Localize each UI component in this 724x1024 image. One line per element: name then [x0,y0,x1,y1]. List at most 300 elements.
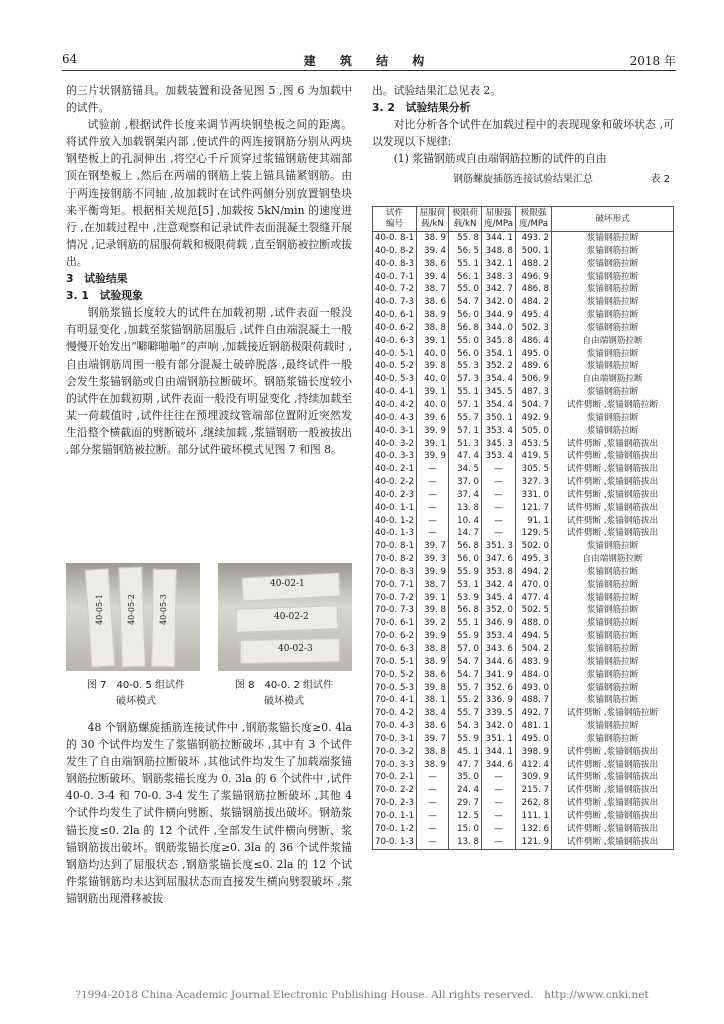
value-cell: 38. 6 [417,296,449,309]
paragraph: 钢筋浆锚长度较大的试件在加载初期 ,试件表面一般没有明显变化 ,加载至浆锚钢筋屈服后 ,试件自由端混凝土一般慢慢开始发出“噼噼啪啪”的声响 ,加载接近钢筋极限荷载时 ,自由端钢筋周围一般有部分混凝土破碎脱落 ,最终试件一般会发生浆锚钢筋或自由端钢筋拉断破坏。钢筋浆锚长度较小的试件在加载初期 ,试件表面一般没有明显变化 ,持续加载至某一荷载值时 ,试件往往在预埋波纹管端部位置附近突然发生沿整个横截面的劈断破坏 ,继续加载 ,浆锚钢筋一般被拔出 ,部分浆锚钢筋被拉断。部分试件破坏模式见图 7 和图 8。 [66,306,352,456]
value-cell: 39. 3 [417,553,449,566]
specimen-id-cell: 40-0. 7-2 [373,283,417,296]
value-cell: 57. 3 [449,373,482,386]
value-cell: 354. 1 [482,348,516,361]
value-cell: 55. 7 [449,707,482,720]
table-row [373,527,674,540]
value-cell: 38. 6 [417,669,449,682]
value-cell: 344. 0 [482,322,516,335]
value-cell: 39. 4 [417,245,449,258]
failure-mode-cell: 浆锚钢筋拉断 [552,412,674,425]
failure-mode-cell: 自由端钢筋拉断 [552,373,674,386]
value-cell: 344. 1 [482,232,516,245]
value-cell: 352. 6 [482,682,516,695]
failure-mode-cell: 试件劈断 ,浆锚钢筋拔出 [552,771,674,784]
value-cell: 56. 0 [449,309,482,322]
table-row [373,373,674,386]
figure-7-caption: 图 7 40-0. 5 组试件 破坏模式 [86,680,186,707]
specimen-label: 40-02-1 [270,579,305,589]
paragraph: 出。试验结果汇总见表 2。 [372,84,502,97]
value-cell: 39. 2 [417,617,449,630]
value-cell: 55. 8 [449,232,482,245]
table-row [373,553,674,566]
value-cell: 309. 9 [516,771,552,784]
failure-mode-cell: 试件劈断 ,浆锚钢筋拔出 [552,515,674,528]
failure-mode-cell: 浆锚钢筋拉断 [552,245,674,258]
value-cell: 350. 1 [482,412,516,425]
table-row [373,823,674,836]
table-row [373,438,674,451]
failure-mode-cell: 浆锚钢筋拉断 [552,309,674,322]
specimen-id-cell: 70-0. 7-2 [373,592,417,605]
page-number: 64 [62,52,78,66]
value-cell: 54. 3 [449,720,482,733]
table-header: 屈服荷 载/kN [417,207,449,232]
left-column [66,82,352,458]
table-row [373,733,674,746]
value-cell: 493. 2 [516,232,552,245]
value-cell: 484. 2 [516,296,552,309]
value-cell: 56. 0 [449,553,482,566]
value-cell: 506. 9 [516,373,552,386]
value-cell: 38. 9 [417,656,449,669]
failure-mode-cell: 浆锚钢筋拉断 [552,566,674,579]
paragraph: 48 个钢筋螺旋插筋连接试件中 ,钢筋浆锚长度≥0. 4la 的 30 个试件均发生了浆锚钢筋拉断破坏 ,其中有 3 个试件发生了自由端钢筋拉断破坏 ,其他试件均发生了加载端浆锚钢筋拉断破坏。钢筋浆锚长度为 0. 3la 的 6 个试件中 ,试件 40-0. 3-4 和 70-0. 3-4 发生了浆锚钢筋拉断破坏 ,其他 4 个试件均发生了试件横向劈断、浆锚钢筋拔出破坏。钢筋浆锚长度≤0. 2la 的 12 个试件 ,全部发生试件横向劈断、浆锚钢筋拔出破坏。钢筋浆锚长度≥0. 3la 的 36 个试件浆锚钢筋均达到了屈服状态 ,钢筋浆锚长度≤0. 2la 的 12 个试件浆锚钢筋均未达到屈服状态而直接发生横向劈裂破坏 ,浆锚钢筋出现滑移被拔 [66,721,352,905]
specimen-id-cell: 70-0. 5-3 [373,682,417,695]
value-cell: 55. 1 [449,617,482,630]
value-cell: 327. 3 [516,476,552,489]
value-cell: — [482,810,516,823]
table-row [373,784,674,797]
value-cell: 39. 8 [417,604,449,617]
value-cell: 56. 8 [449,322,482,335]
value-cell: 91. 1 [516,515,552,528]
value-cell: 37. 0 [449,476,482,489]
value-cell: 38. 9 [417,232,449,245]
value-cell: 345. 4 [482,592,516,605]
specimen-id-cell: 40-0. 1-1 [373,502,417,515]
specimen-id-cell: 40-0. 2-1 [373,463,417,476]
failure-mode-cell: 试件劈断 ,浆锚钢筋拔出 [552,746,674,759]
specimen-id-cell: 40-0. 8-3 [373,258,417,271]
value-cell: 55. 0 [449,335,482,348]
value-cell: — [417,515,449,528]
specimen-id-cell: 70-0. 6-2 [373,630,417,643]
value-cell: 39. 8 [417,360,449,373]
value-cell: 38. 6 [417,720,449,733]
value-cell: 37. 4 [449,489,482,502]
specimen-id-cell: 40-0. 1-3 [373,527,417,540]
table-row [373,283,674,296]
value-cell: 495. 0 [516,348,552,361]
value-cell: 412. 4 [516,759,552,772]
value-cell: 262. 8 [516,797,552,810]
failure-mode-cell: 浆锚钢筋拉断 [552,579,674,592]
value-cell: 39. 9 [417,630,449,643]
failure-mode-cell: 浆锚钢筋拉断 [552,348,674,361]
specimen-id-cell: 40-0. 8-1 [373,232,417,245]
value-cell: 39. 7 [417,733,449,746]
value-cell: 346. 9 [482,617,516,630]
value-cell: 132. 6 [516,823,552,836]
specimen-id-cell: 40-0. 6-2 [373,322,417,335]
specimen-id-cell: 70-0. 8-1 [373,540,417,553]
value-cell: 13. 8 [449,502,482,515]
value-cell: 56. 8 [449,604,482,617]
failure-mode-cell: 浆锚钢筋拉断 [552,540,674,553]
value-cell: 111. 1 [516,810,552,823]
table-row [373,463,674,476]
right-column [372,82,674,188]
failure-mode-cell: 试件劈断 ,浆锚钢筋拔出 [552,463,674,476]
value-cell: 353. 8 [482,566,516,579]
value-cell: 352. 2 [482,360,516,373]
value-cell: 47. 7 [449,759,482,772]
value-cell: 38. 8 [417,322,449,335]
failure-mode-cell: 试件劈断 ,浆锚钢筋拔出 [552,784,674,797]
value-cell: — [482,463,516,476]
value-cell: — [417,836,449,849]
value-cell: 419. 5 [516,450,552,463]
specimen-id-cell: 70-0. 5-2 [373,669,417,682]
value-cell: — [482,502,516,515]
value-cell: 353. 4 [482,450,516,463]
failure-mode-cell: 试件劈断 ,浆锚钢筋拔出 [552,527,674,540]
value-cell: 14. 7 [449,527,482,540]
value-cell: 336. 9 [482,694,516,707]
failure-mode-cell: 浆锚钢筋拉断 [552,258,674,271]
table-title [372,171,674,188]
specimen-id-cell: 40-0. 5-2 [373,360,417,373]
table-header: 破坏形式 [552,207,674,232]
failure-mode-cell: 浆锚钢筋拉断 [552,386,674,399]
value-cell: 486. 8 [516,283,552,296]
value-cell: — [482,784,516,797]
specimen-id-cell: 70-0. 6-3 [373,643,417,656]
specimen-id-cell: 70-0. 2-3 [373,797,417,810]
journal-name: 建 筑 结 构 [303,54,435,68]
specimen-id-cell: 40-0. 2-3 [373,489,417,502]
value-cell: 343. 6 [482,643,516,656]
value-cell: 38. 7 [417,283,449,296]
value-cell: 488. 7 [516,694,552,707]
value-cell: 305. 5 [516,463,552,476]
value-cell: — [417,527,449,540]
table-row [373,771,674,784]
failure-mode-cell: 浆锚钢筋拉断 [552,322,674,335]
left-column-continued [66,719,352,907]
specimen-id-cell: 40-0. 3-1 [373,425,417,438]
value-cell: 502. 0 [516,540,552,553]
value-cell: — [417,476,449,489]
value-cell: 331. 0 [516,489,552,502]
failure-mode-cell: 浆锚钢筋拉断 [552,296,674,309]
value-cell: 492. 7 [516,707,552,720]
value-cell: 51. 3 [449,438,482,451]
specimen-id-cell: 70-0. 5-1 [373,656,417,669]
value-cell: 39. 6 [417,412,449,425]
specimen-id-cell: 40-0. 6-3 [373,335,417,348]
value-cell: 493. 0 [516,682,552,695]
value-cell: 495. 0 [516,733,552,746]
value-cell: 215. 7 [516,784,552,797]
value-cell: 345. 3 [482,438,516,451]
paragraph: 试验前 ,根据试件长度来调节两块钢垫板之间的距离。将试件放入加载钢架内部 ,使试件的两连接钢筋分别从两块钢垫板上的孔洞伸出 ,将空心千斤顶穿过浆锚钢筋使其端部顶在钢垫板上 ,然后在两端的钢筋上装上锚具锚紧钢筋。由于两连接钢筋不同轴 ,故加载时在试件两侧分别放置钢垫块来平衡弯矩。根据相关规范[5] ,加载按 5kN/min 的速度进行 ,在加载过程中 ,注意观察和记录试件表面混凝土裂缝开展情况 ,记录钢筋的屈服荷载和极限荷载 ,直至钢筋被拉断或拔出。 [66,118,352,268]
value-cell: 38. 8 [417,746,449,759]
value-cell: 40. 0 [417,348,449,361]
value-cell: 352. 0 [482,604,516,617]
failure-mode-cell: 浆锚钢筋拉断 [552,694,674,707]
value-cell: 38. 9 [417,759,449,772]
value-cell: 55. 9 [449,630,482,643]
value-cell: 39. 9 [417,566,449,579]
value-cell: 504. 2 [516,643,552,656]
value-cell: 351. 1 [482,733,516,746]
table-row [373,515,674,528]
value-cell: — [482,836,516,849]
table-row [373,258,674,271]
value-cell: 495. 3 [516,553,552,566]
table-row [373,656,674,669]
value-cell: 484. 0 [516,669,552,682]
value-cell: 35. 0 [449,771,482,784]
value-cell: 39. 9 [417,450,449,463]
specimen-id-cell: 40-0. 6-1 [373,309,417,322]
failure-mode-cell: 浆锚钢筋拉断 [552,360,674,373]
results-table [372,206,674,850]
value-cell: 341. 9 [482,669,516,682]
value-cell: 55. 7 [449,412,482,425]
value-cell: 453. 5 [516,438,552,451]
specimen-label: 40-02-2 [274,612,309,622]
failure-mode-cell: 自由端钢筋拉断 [552,335,674,348]
specimen-id-cell: 70-0. 4-1 [373,694,417,707]
value-cell: 55. 3 [449,360,482,373]
value-cell: 483. 9 [516,656,552,669]
specimen-id-cell: 40-0. 2-2 [373,476,417,489]
value-cell: 39. 1 [417,592,449,605]
value-cell: 55. 7 [449,682,482,695]
specimen-id-cell: 70-0. 8-3 [373,566,417,579]
value-cell: 344. 1 [482,746,516,759]
value-cell: 39. 1 [417,438,449,451]
failure-mode-cell: 浆锚钢筋拉断 [552,592,674,605]
value-cell: 486. 4 [516,335,552,348]
table-row [373,412,674,425]
value-cell: 345. 5 [482,386,516,399]
table-row [373,322,674,335]
value-cell: 55. 9 [449,733,482,746]
failure-mode-cell: 浆锚钢筋拉断 [552,283,674,296]
specimen-label: 40-05-2 [127,594,136,625]
value-cell: 342. 1 [482,258,516,271]
value-cell: 55. 1 [449,258,482,271]
failure-mode-cell: 浆锚钢筋拉断 [552,232,674,245]
value-cell: 24. 4 [449,784,482,797]
value-cell: 38. 7 [417,579,449,592]
failure-mode-cell: 浆锚钢筋拉断 [552,720,674,733]
table-row [373,746,674,759]
specimen-id-cell: 70-0. 7-3 [373,604,417,617]
specimen-id-cell: 40-0. 5-1 [373,348,417,361]
value-cell: 121. 7 [516,502,552,515]
value-cell: — [417,771,449,784]
value-cell: 339. 5 [482,707,516,720]
value-cell: 481. 1 [516,720,552,733]
value-cell: — [482,527,516,540]
specimen-label: 40-05-1 [95,594,104,625]
table-row [373,643,674,656]
failure-mode-cell: 试件劈断 ,浆锚钢筋拔出 [552,823,674,836]
value-cell: 492. 9 [516,412,552,425]
table-row [373,232,674,245]
value-cell: 39. 4 [417,271,449,284]
value-cell: — [417,797,449,810]
table-header: 极限荷 载/kN [449,207,482,232]
value-cell: 342. 0 [482,296,516,309]
specimen-id-cell: 70-0. 2-1 [373,771,417,784]
value-cell: 344. 9 [482,309,516,322]
value-cell: 351. 3 [482,540,516,553]
table-row [373,309,674,322]
journal-year: 2018 年 [629,54,676,68]
value-cell: 12. 5 [449,810,482,823]
failure-mode-cell: 浆锚钢筋拉断 [552,656,674,669]
value-cell: 477. 4 [516,592,552,605]
header-rule [62,70,676,71]
value-cell: 57. 0 [449,643,482,656]
running-header [62,52,676,68]
specimen-id-cell: 70-0. 1-3 [373,836,417,849]
table-row [373,386,674,399]
specimen-id-cell: 70-0. 3-1 [373,733,417,746]
value-cell: 354. 4 [482,399,516,412]
paragraph: (1) 浆锚钢筋或自由端钢筋拉断的试件的自由 [393,152,607,166]
failure-mode-cell: 浆锚钢筋拉断 [552,425,674,438]
table-row [373,271,674,284]
table-row [373,682,674,695]
table-row [373,720,674,733]
failure-mode-cell: 试件劈断 ,浆锚钢筋拔出 [552,836,674,849]
value-cell: 54. 7 [449,296,482,309]
table-row [373,604,674,617]
value-cell: 504. 7 [516,399,552,412]
value-cell: 45. 1 [449,746,482,759]
specimen-id-cell: 40-0. 3-2 [373,438,417,451]
value-cell: 57. 1 [449,425,482,438]
specimen-id-cell: 70-0. 1-1 [373,810,417,823]
specimen-id-cell: 40-0. 8-2 [373,245,417,258]
table-row [373,810,674,823]
paragraph: 的三片状钢筋锚具。加载装置和设备见图 5 ,图 6 为加载中的试件。 [66,84,352,115]
failure-mode-cell: 试件劈断 ,浆锚钢筋拔出 [552,489,674,502]
value-cell: 55. 0 [449,283,482,296]
value-cell: 53. 9 [449,592,482,605]
value-cell: 39. 7 [417,540,449,553]
value-cell: 496. 9 [516,271,552,284]
value-cell: 500. 1 [516,245,552,258]
value-cell: 57. 1 [449,399,482,412]
value-cell: 15. 0 [449,823,482,836]
value-cell: 38. 4 [417,707,449,720]
specimen-id-cell: 40-0. 4-3 [373,412,417,425]
value-cell: — [482,489,516,502]
value-cell: 40. 0 [417,399,449,412]
value-cell: 53. 1 [449,579,482,592]
table-header: 试件 编号 [373,207,417,232]
value-cell: 348. 8 [482,245,516,258]
specimen-id-cell: 70-0. 4-2 [373,707,417,720]
subsection-heading: 3. 2 试验结果分析 [372,101,471,115]
value-cell: 354. 4 [482,373,516,386]
failure-mode-cell: 试件劈断 ,浆锚钢筋拔出 [552,810,674,823]
value-cell: — [482,476,516,489]
value-cell: 502. 5 [516,604,552,617]
value-cell: 129. 5 [516,527,552,540]
specimen-id-cell: 70-0. 8-2 [373,553,417,566]
value-cell: 494. 5 [516,630,552,643]
value-cell: 502. 3 [516,322,552,335]
value-cell: 55. 2 [449,694,482,707]
failure-mode-cell: 试件劈断 ,浆锚钢筋拔出 [552,797,674,810]
specimen-id-cell: 70-0. 4-3 [373,720,417,733]
value-cell: 342. 0 [482,720,516,733]
table-row [373,592,674,605]
table-row [373,630,674,643]
value-cell: 353. 4 [482,630,516,643]
specimen-id-cell: 40-0. 7-3 [373,296,417,309]
table-row [373,707,674,720]
failure-mode-cell: 浆锚钢筋拉断 [552,682,674,695]
figure-8-photo [218,563,352,671]
table-row [373,399,674,412]
value-cell: 29. 7 [449,797,482,810]
specimen-id-cell: 70-0. 3-2 [373,746,417,759]
value-cell: — [417,823,449,836]
value-cell: 488. 0 [516,617,552,630]
value-cell: — [417,784,449,797]
value-cell: 342. 7 [482,283,516,296]
table-row [373,836,674,849]
value-cell: 505. 0 [516,425,552,438]
value-cell: 487. 3 [516,386,552,399]
specimen-id-cell: 40-0. 3-3 [373,450,417,463]
table-row [373,489,674,502]
specimen-id-cell: 40-0. 1-2 [373,515,417,528]
value-cell: 495. 4 [516,309,552,322]
table-caption: 钢筋螺旋插筋连接试验结果汇总 [453,174,593,186]
specimen-id-cell: 70-0. 6-1 [373,617,417,630]
value-cell: 121. 9 [516,836,552,849]
specimen-id-cell: 70-0. 7-1 [373,579,417,592]
table-row [373,566,674,579]
value-cell: 56. 5 [449,245,482,258]
value-cell: 13. 8 [449,836,482,849]
value-cell: — [482,771,516,784]
section-heading: 3 试验结果 [66,272,128,286]
specimen-id-cell: 40-0. 4-1 [373,386,417,399]
value-cell: 55. 9 [449,566,482,579]
table-row [373,296,674,309]
table-row [373,476,674,489]
value-cell: 38. 9 [417,309,449,322]
table-row [373,450,674,463]
value-cell: — [482,823,516,836]
failure-mode-cell: 浆锚钢筋拉断 [552,643,674,656]
failure-mode-cell: 浆锚钢筋拉断 [552,604,674,617]
value-cell: 470. 0 [516,579,552,592]
table-row [373,694,674,707]
